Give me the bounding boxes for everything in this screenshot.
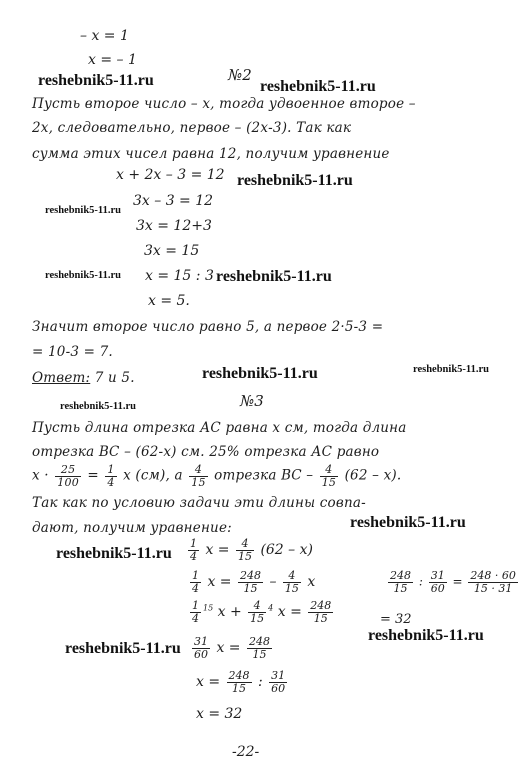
watermark: reshebnik5-11.ru <box>38 72 154 89</box>
task3-equation: х = $\frac{248}{15}$ : $\frac{31}{60}$ <box>196 669 286 695</box>
task3-equation: х = 32 <box>196 706 243 722</box>
watermark: reshebnik5-11.ru <box>350 514 466 531</box>
side-calculation: $\frac{248}{15}$ : $\frac{31}{60}$ = $\frac{248 \cdot 60}{15 \cdot 31}$ <box>390 569 516 595</box>
task2-equation: 3х = 15 <box>144 243 200 259</box>
task3-equation: $\frac{1}{4}$ $^{15}$ х + $\frac{4}{15}$ $^4$ х = $\frac{248}{15}$ <box>192 599 332 625</box>
task3-line: Пусть длина отрезка АС равна х см, тогда длина <box>32 420 407 436</box>
side-calculation-result: = 32 <box>380 612 412 627</box>
watermark: reshebnik5-11.ru <box>237 172 353 189</box>
task2-conclusion: Значит второе число равно 5, а первое 2·5-3 = <box>32 319 384 335</box>
watermark: reshebnik5-11.ru <box>260 78 376 95</box>
answer-label: Ответ: <box>32 370 91 386</box>
top-line-1: – х = 1 <box>80 28 129 44</box>
watermark: reshebnik5-11.ru <box>60 401 136 412</box>
task2-line: 2х, следовательно, первое – (2х-3). Так как <box>32 120 352 136</box>
watermark: reshebnik5-11.ru <box>202 365 318 382</box>
task2-conclusion: = 10-3 = 7. <box>32 344 113 360</box>
task2-line: Пусть второе число – х, тогда удвоенное второе – <box>32 96 416 112</box>
task2-equation: х + 2х – 3 = 12 <box>116 167 225 183</box>
task3-line: Так как по условию задачи эти длины совпа- <box>32 495 366 511</box>
watermark: reshebnik5-11.ru <box>216 268 332 285</box>
task3-line: х · $\frac{25}{100}$ = $\frac{1}{4}$ х (см), а $\frac{4}{15}$ отрезка ВС – $\frac{4}{15}$ (62 – х). <box>32 463 402 489</box>
watermark: reshebnik5-11.ru <box>45 270 121 281</box>
page-number: -22- <box>232 744 260 760</box>
watermark: reshebnik5-11.ru <box>56 545 172 562</box>
task3-equation: $\frac{1}{4}$ х = $\frac{4}{15}$ (62 – х) <box>190 537 313 563</box>
task2-equation: х = 15 : 3 <box>145 268 214 284</box>
task3-number: №3 <box>240 392 264 410</box>
watermark: reshebnik5-11.ru <box>368 627 484 644</box>
task3-line: дают, получим уравнение: <box>32 520 232 536</box>
task2-answer <box>32 370 135 386</box>
watermark: reshebnik5-11.ru <box>65 640 181 657</box>
task2-number: №2 <box>228 66 252 84</box>
task2-line: сумма этих чисел равна 12, получим уравнение <box>32 146 390 162</box>
task3-equation: $\frac{1}{4}$ х = $\frac{248}{15}$ – $\frac{4}{15}$ х <box>192 569 316 595</box>
answer-value: 7 и 5. <box>94 370 135 386</box>
task2-equation: х = 5. <box>148 293 190 309</box>
watermark: reshebnik5-11.ru <box>45 205 121 216</box>
top-line-2: х = – 1 <box>88 52 137 68</box>
task2-equation: 3х – 3 = 12 <box>133 193 214 209</box>
task2-equation: 3х = 12+3 <box>136 218 212 234</box>
task3-line: отрезка ВС – (62-х) см. 25% отрезка АС равно <box>32 444 380 460</box>
task3-equation: $\frac{31}{60}$ х = $\frac{248}{15}$ <box>194 635 270 661</box>
watermark: reshebnik5-11.ru <box>413 364 489 375</box>
